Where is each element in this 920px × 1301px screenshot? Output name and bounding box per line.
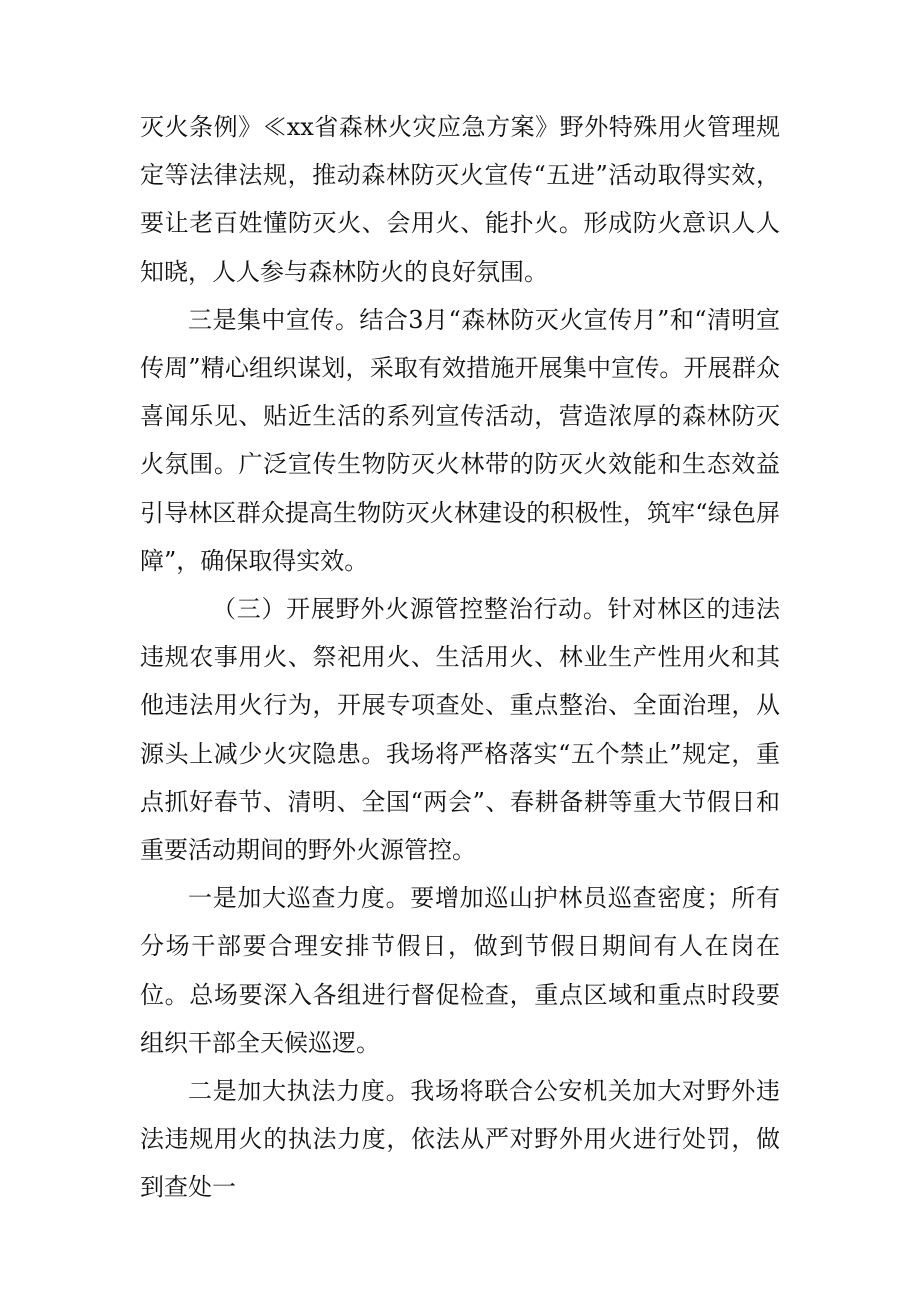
paragraph-continuation: 灭火条例》≪xx省森林火灾应急方案》野外特殊用火管理规定等法律法规，推动森林防灭火宣传“五进”活动取得实效，要让老百姓懂防灭火、会用火、能扑火。形成防火意识人人知晓，人人参与森林防火的良好氛围。: [140, 113, 780, 286]
paragraph-section-three-heading: （三）开展野外火源管控整治行动。针对林区的违法违规农事用火、祭祀用火、生活用火、林业生产性用火和其他违法用火行为，开展专项查处、重点整治、全面治理，从源头上减少火灾隐患。我场将严格落实“五个禁止”规定，重点抓好春节、清明、全国“两会”、春耕备耕等重大节假日和重要活动期间的野外火源管控。: [140, 595, 780, 865]
paragraph-patrol-strength: 一是加大巡查力度。要增加巡山护林员巡查密度；所有分场干部要合理安排节假日，做到节假日期间有人在岗在位。总场要深入各组进行督促检查，重点区域和重点时段要组织干部全天候巡逻。: [140, 884, 780, 1057]
paragraph-concentrated-publicity: 三是集中宣传。结合3月“森林防灭火宣传月”和“清明宣传周”精心组织谋划，采取有效措施开展集中宣传。开展群众喜闻乐见、贴近生活的系列宣传活动，营造浓厚的森林防灭火氛围。广泛宣传生物防灭火林带的防灭火效能和生态效益引导林区群众提高生物防灭火林建设的积极性，筑牢“绿色屏障”，确保取得实效。: [140, 305, 780, 575]
paragraph-law-enforcement: 二是加大执法力度。我场将联合公安机关加大对野外违法违规用火的执法力度，依法从严对野外用火进行处罚，做到查处一: [140, 1077, 780, 1202]
document-body: [140, 103, 780, 1212]
